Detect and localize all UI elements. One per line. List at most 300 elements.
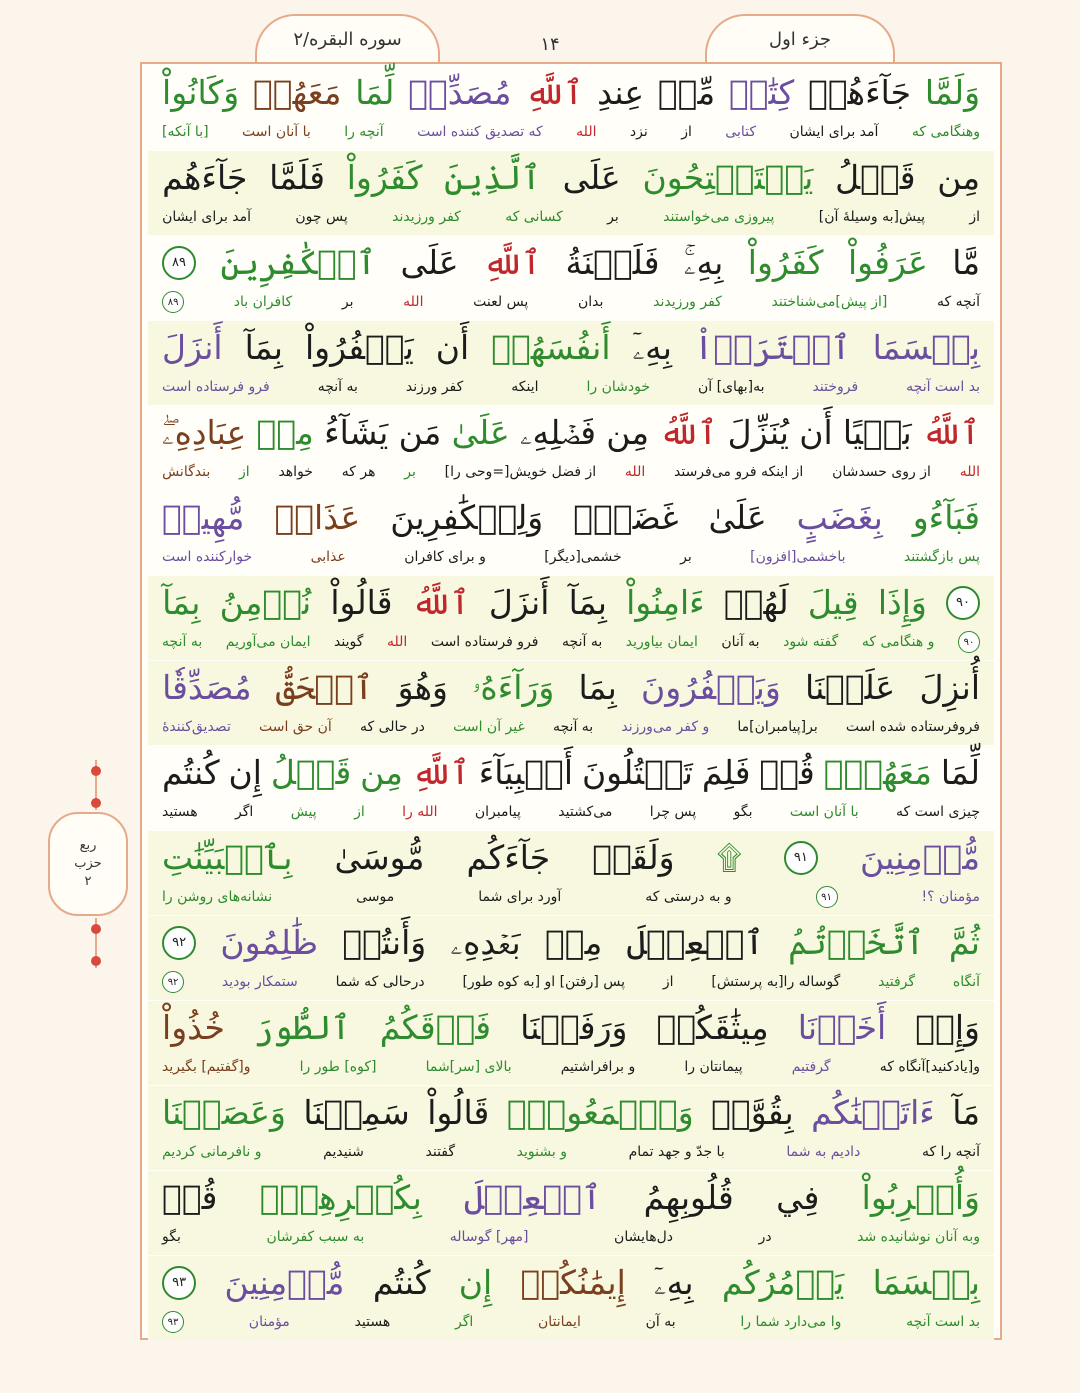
arabic-word: أُنزِلَ bbox=[919, 668, 980, 707]
arabic-word: أَخَذۡنَا bbox=[797, 1008, 887, 1047]
arabic-word: قَالُواْ bbox=[330, 583, 393, 622]
arabic-word: يَسۡتَفۡتِحُونَ bbox=[642, 158, 814, 197]
translation-word: اگر bbox=[454, 1314, 474, 1330]
arabic-word: وَإِذۡ bbox=[915, 1008, 980, 1047]
margin-dot bbox=[91, 956, 101, 966]
arabic-word: يَشَآءُ bbox=[324, 413, 389, 452]
arabic-word: مِن bbox=[606, 413, 650, 452]
arabic-line bbox=[148, 918, 994, 968]
translation-word: به آنچه bbox=[553, 719, 594, 735]
persian-translation-line bbox=[148, 883, 994, 911]
translation-word: به آنچه bbox=[162, 634, 203, 650]
translation-word: با آنان است bbox=[242, 124, 311, 140]
arabic-word: قُلۡ bbox=[759, 753, 815, 792]
translation-word: آورد برای شما bbox=[478, 889, 562, 905]
translation-word: پیش bbox=[290, 804, 317, 820]
arabic-word: بِمَا bbox=[578, 668, 617, 707]
arabic-line bbox=[148, 493, 994, 543]
arabic-word: أَنزَلَ bbox=[162, 328, 223, 367]
arabic-word: بِمَآ bbox=[568, 583, 607, 622]
verse-line bbox=[148, 916, 994, 1000]
translation-word: پیروزی می‌خواستند bbox=[663, 209, 775, 225]
arabic-word: بِمَآ bbox=[244, 328, 283, 367]
arabic-word: مُّؤۡمِنِينَ bbox=[860, 838, 980, 877]
translation-word: الله bbox=[386, 634, 408, 650]
translation-word: تصدیق‌کنندهٔ bbox=[162, 719, 231, 735]
arabic-word: عَلَىٰ bbox=[451, 413, 510, 452]
arabic-word: مَآ bbox=[952, 1093, 980, 1132]
translation-word: گویند bbox=[334, 634, 364, 650]
arabic-word: وَلِلۡكَٰفِرِينَ bbox=[390, 498, 544, 537]
arabic-word: فَبَآءُو bbox=[912, 498, 980, 537]
translation-word: الله bbox=[576, 124, 597, 140]
verse-line bbox=[148, 151, 994, 235]
translation-word: بد است آنچه bbox=[906, 379, 980, 395]
translation-word: از bbox=[239, 464, 250, 480]
ayah-number-marker-small: ۸۹ bbox=[162, 291, 184, 313]
arabic-word: ٱلطُّورَ bbox=[253, 1008, 351, 1047]
verse-line bbox=[148, 406, 994, 490]
arabic-word: قَبۡلُ bbox=[270, 753, 352, 792]
arabic-word: نُؤۡمِنُ bbox=[219, 583, 312, 622]
translation-word: الله bbox=[624, 464, 646, 480]
translation-word: هر که bbox=[341, 464, 376, 480]
arabic-line bbox=[148, 1088, 994, 1138]
ayah-number-marker-small: ۹۰ bbox=[958, 631, 980, 653]
persian-translation-line bbox=[148, 713, 994, 741]
arabic-word: أَن bbox=[435, 328, 470, 367]
translation-word: [از پیش]می‌شناختند bbox=[771, 294, 888, 310]
arabic-word: إِن bbox=[458, 1263, 493, 1302]
translation-word: کفر ورزیدند bbox=[392, 209, 461, 225]
translation-word: وهنگامی که bbox=[911, 124, 980, 140]
translation-word: هستید bbox=[354, 1314, 391, 1330]
arabic-word: وَعَصَيۡنَا bbox=[162, 1093, 286, 1132]
arabic-word: وَلَقَدۡ bbox=[592, 838, 675, 877]
translation-word: الله bbox=[403, 294, 424, 310]
translation-word: آمد برای ایشان bbox=[789, 124, 879, 140]
translation-word: پس چرا bbox=[649, 804, 697, 820]
translation-word: کفر ورزیدند bbox=[653, 294, 722, 310]
translation-word: بر bbox=[341, 294, 354, 310]
translation-word: بندگانش bbox=[162, 464, 211, 480]
translation-word: به آنچه bbox=[317, 379, 358, 395]
translation-word: مؤمنان ؟! bbox=[921, 889, 980, 905]
arabic-word: خُذُواْ bbox=[162, 1008, 225, 1047]
arabic-word: لَهُمۡ bbox=[723, 583, 789, 622]
arabic-word: عَلَيۡنَا bbox=[805, 668, 896, 707]
verse-line bbox=[148, 1001, 994, 1085]
arabic-word: فَضۡلِهِۦ bbox=[520, 413, 597, 452]
translation-word: از روی حسدشان bbox=[832, 464, 931, 480]
arabic-word: عَرَفُواْ bbox=[847, 243, 928, 282]
arabic-word: لِّمَا bbox=[355, 73, 395, 112]
translation-word: گرفتید bbox=[878, 974, 916, 990]
verse-line bbox=[148, 746, 994, 830]
arabic-word: يَأۡمُرُكُم bbox=[721, 1263, 845, 1302]
ayah-number-marker: ۹۱ bbox=[784, 841, 818, 875]
ayah-number-marker-small: ۹۲ bbox=[162, 971, 184, 993]
arabic-word: مَن bbox=[398, 413, 442, 452]
translation-word: خوارکننده است bbox=[162, 549, 253, 565]
persian-translation-line bbox=[148, 1223, 994, 1251]
verse-line bbox=[148, 1171, 994, 1255]
ayah-number-marker: ۹۰ bbox=[946, 586, 980, 620]
translation-word: دل‌هایشان bbox=[614, 1229, 674, 1245]
persian-translation-line bbox=[148, 968, 994, 996]
translation-word: پس بازگشتند bbox=[903, 549, 980, 565]
arabic-word: عَذَابٞ bbox=[274, 498, 361, 537]
translation-word: آنگاه bbox=[952, 974, 980, 990]
translation-word: و بشنوید bbox=[516, 1144, 567, 1160]
arabic-line bbox=[148, 408, 994, 458]
arabic-word: ٱتَّخَذۡتُمُ bbox=[788, 923, 925, 962]
translation-word: پس لعنت bbox=[473, 294, 529, 310]
arabic-word: ٱلۡعِجۡلَ bbox=[464, 1178, 602, 1217]
translation-word: ایمان بیاورید bbox=[625, 634, 698, 650]
translation-word: فروختند bbox=[812, 379, 859, 395]
translation-word: دادیم به شما bbox=[786, 1144, 861, 1160]
translation-word: از bbox=[681, 124, 692, 140]
arabic-word: مِّنۡ bbox=[657, 73, 716, 112]
arabic-word: كَفَرُواْ bbox=[747, 243, 824, 282]
persian-translation-line bbox=[148, 1138, 994, 1166]
arabic-word: مُّهِينٞ bbox=[162, 498, 245, 537]
translation-word: وا می‌دارد شما را bbox=[740, 1314, 842, 1330]
translation-word: در حالی که bbox=[360, 719, 425, 735]
arabic-word: ٱلۡعِجۡلَ bbox=[626, 923, 764, 962]
arabic-word: كُنتُم bbox=[372, 1263, 431, 1302]
arabic-word: ٱلۡحَقُّ bbox=[275, 668, 374, 707]
arabic-word: مَّا bbox=[952, 243, 980, 282]
translation-word: کتابی bbox=[725, 124, 757, 140]
translation-word: و نافرمانی کردیم bbox=[162, 1144, 262, 1160]
arabic-line bbox=[148, 238, 994, 288]
arabic-word: بِقُوَّةٖ bbox=[711, 1093, 794, 1132]
translation-word: پیش[به وسیلهٔ آن] bbox=[818, 209, 925, 225]
margin-dot bbox=[91, 798, 101, 808]
arabic-word: ٱشۡتَرَوۡاْ bbox=[694, 328, 851, 367]
surah-header bbox=[255, 14, 440, 62]
arabic-word: بِكُفۡرِهِمۡۚ bbox=[259, 1178, 422, 1217]
translation-word: درحالی که شما bbox=[335, 974, 425, 990]
arabic-word: قِيلَ bbox=[807, 583, 859, 622]
ayah-number-marker: ۸۹ bbox=[162, 246, 196, 280]
translation-word: الله bbox=[959, 464, 980, 480]
translation-word: ایمان می‌آوریم bbox=[225, 634, 311, 650]
translation-word: و برای کافران bbox=[404, 549, 486, 565]
arabic-word: كَفَرُواْ bbox=[346, 158, 423, 197]
verse-line bbox=[148, 321, 994, 405]
translation-word: آنچه که bbox=[937, 294, 980, 310]
translation-word: با آنان است bbox=[789, 804, 859, 820]
ayah-number-marker-small: ۹۳ bbox=[162, 1311, 184, 1333]
arabic-word: عَلَى bbox=[562, 158, 621, 197]
translation-word: بگو bbox=[733, 804, 753, 820]
hizb-label-hizb: حزب bbox=[74, 856, 102, 871]
translation-word: و هنگامی که bbox=[861, 634, 935, 650]
translation-word: بد است آنچه bbox=[906, 1314, 980, 1330]
translation-word: به[بهای] آن bbox=[698, 379, 765, 395]
arabic-word: عَلَىٰ bbox=[708, 498, 767, 537]
arabic-word: وَهُوَ bbox=[397, 668, 448, 707]
verse-line bbox=[148, 831, 994, 915]
translation-word: به آنچه bbox=[562, 634, 603, 650]
arabic-word: إِيمَٰنُكُمۡ bbox=[520, 1263, 626, 1302]
translation-word: خودشان را bbox=[586, 379, 651, 395]
arabic-word: كُنتُم bbox=[162, 753, 220, 792]
translation-word: به سبب کفرشان bbox=[266, 1229, 365, 1245]
translation-word: بر bbox=[680, 549, 692, 565]
arabic-word: ٱللَّهُ bbox=[659, 413, 718, 452]
arabic-word: لِّمَا bbox=[940, 753, 980, 792]
translation-word: خشمی[دیگر] bbox=[544, 549, 622, 565]
translation-word: اگر bbox=[235, 804, 254, 820]
arabic-word: مِنۡ bbox=[256, 413, 314, 452]
arabic-word: وَكَانُواْ bbox=[162, 73, 240, 112]
translation-word: موسی bbox=[356, 889, 395, 905]
arabic-word: جَآءَهُمۡ bbox=[808, 73, 912, 112]
translation-word: گفته شود bbox=[783, 634, 839, 650]
persian-translation-line bbox=[148, 458, 994, 486]
translation-word: با جدّ و جهد تمام bbox=[628, 1144, 725, 1160]
arabic-word: بَعۡدِهِۦ bbox=[450, 923, 521, 962]
arabic-word: جَآءَهُم bbox=[162, 158, 248, 197]
translation-word: و به درستی که bbox=[645, 889, 732, 905]
persian-translation-line bbox=[148, 373, 994, 401]
translation-word: آنچه را bbox=[344, 124, 384, 140]
arabic-line bbox=[148, 748, 994, 798]
arabic-word: بِهِۦۚ bbox=[683, 243, 724, 282]
arabic-word: إِن bbox=[228, 753, 262, 792]
arabic-line bbox=[148, 578, 994, 628]
translation-word: که تصدیق کننده است bbox=[417, 124, 543, 140]
translation-word: آمد برای ایشان bbox=[162, 209, 252, 225]
translation-word: الله را bbox=[402, 804, 438, 820]
arabic-word: بَغۡيًا bbox=[842, 413, 912, 452]
arabic-word: وَأَنتُمۡ bbox=[342, 923, 427, 962]
arabic-word: يَكۡفُرُواْ bbox=[304, 328, 414, 367]
arabic-word: ٱللَّهِ bbox=[483, 243, 542, 282]
ayah-number-marker: ۹۲ bbox=[162, 926, 196, 960]
arabic-word: بِئۡسَمَا bbox=[872, 1263, 980, 1302]
arabic-word: بِئۡسَمَا bbox=[872, 328, 980, 367]
arabic-word: مِن bbox=[360, 753, 403, 792]
arabic-word: وَلَمَّا bbox=[924, 73, 980, 112]
arabic-word: وَأُشۡرِبُواْ bbox=[861, 1178, 980, 1217]
translation-word: بالای [سر]شما bbox=[425, 1059, 512, 1075]
arabic-word: ءَامِنُواْ bbox=[626, 583, 705, 622]
arabic-word: بِٱلۡبَيِّنَٰتِ bbox=[162, 838, 293, 877]
translation-word: بگو bbox=[162, 1229, 181, 1245]
arabic-word: ثُمَّ bbox=[948, 923, 980, 962]
translation-word: ایمانتان bbox=[538, 1314, 581, 1330]
verse-line bbox=[148, 576, 994, 660]
verse-line bbox=[148, 66, 994, 150]
translation-word: پس چون bbox=[295, 209, 348, 225]
arabic-word: قُلُوبِهِمُ bbox=[643, 1178, 734, 1217]
arabic-word: ٱللَّهُ bbox=[921, 413, 980, 452]
arabic-word: مِن bbox=[937, 158, 980, 197]
translation-word: از اینکه فرو می‌فرستد bbox=[674, 464, 804, 480]
margin-dot bbox=[91, 924, 101, 934]
arabic-line bbox=[148, 663, 994, 713]
verse-line bbox=[148, 1086, 994, 1170]
arabic-word: تَقۡتُلُونَ bbox=[581, 753, 693, 792]
translation-word: بر bbox=[607, 209, 619, 225]
translation-word: فرو فرستاده است bbox=[430, 634, 539, 650]
translation-word: گرفتیم bbox=[791, 1059, 831, 1075]
translation-word: به آن bbox=[645, 1314, 676, 1330]
translation-word: و[گفتیم] بگیرید bbox=[162, 1059, 251, 1075]
translation-word: و[یادکنید]آنگاه که bbox=[879, 1059, 980, 1075]
arabic-word: مُّؤۡمِنِينَ bbox=[224, 1263, 345, 1302]
arabic-line bbox=[148, 833, 994, 883]
translation-word: هستید bbox=[162, 804, 198, 820]
translation-word: فرو فرستاده است bbox=[162, 379, 270, 395]
translation-word: و برافراشتیم bbox=[560, 1059, 636, 1075]
arabic-word: مِيثَٰقَكُمۡ bbox=[656, 1008, 769, 1047]
translation-word: گوساله را[به پرستش] bbox=[711, 974, 841, 990]
translation-word: نشانه‌های روشن را bbox=[162, 889, 273, 905]
translation-word: می‌کشتید bbox=[558, 804, 613, 820]
translation-word: پیامبران bbox=[474, 804, 521, 820]
arabic-word: بِهِۦٓ bbox=[632, 328, 672, 367]
arabic-word: وَإِذَا bbox=[877, 583, 927, 622]
arabic-word: عِبَادِهِۦۖ bbox=[162, 413, 247, 452]
persian-translation-line bbox=[148, 288, 994, 316]
arabic-word: فِي bbox=[776, 1178, 820, 1217]
translation-word: از فضل خویش[=وحی را] bbox=[444, 464, 597, 480]
arabic-line bbox=[148, 1003, 994, 1053]
translation-word: آنچه را که bbox=[921, 1144, 980, 1160]
translation-word: [با آنکه] bbox=[162, 124, 209, 140]
arabic-word: سَمِعۡنَا bbox=[303, 1093, 410, 1132]
arabic-word: ٱللَّهُ bbox=[411, 583, 470, 622]
arabic-word: جَآءَكُم bbox=[466, 838, 551, 877]
translation-word: کفر ورزند bbox=[405, 379, 464, 395]
arabic-word: أَن bbox=[799, 413, 833, 452]
translation-word: نزد bbox=[629, 124, 648, 140]
arabic-word: مِنۢ bbox=[544, 923, 603, 962]
translation-word: چیزی است که bbox=[896, 804, 980, 820]
arabic-line bbox=[148, 68, 994, 118]
translation-word: شنیدیم bbox=[323, 1144, 364, 1160]
arabic-word: عَلَى bbox=[400, 243, 459, 282]
arabic-word: مَعَهُمۡ bbox=[252, 73, 342, 112]
translation-word: به آنان bbox=[721, 634, 760, 650]
arabic-line bbox=[148, 1173, 994, 1223]
arabic-word: قَبۡلُ bbox=[835, 158, 916, 197]
arabic-word: بِغَضَبٍ bbox=[796, 498, 883, 537]
persian-translation-line bbox=[148, 798, 994, 826]
translation-word: فروفرستاده شده است bbox=[845, 719, 980, 735]
translation-word: آن حق است bbox=[259, 719, 332, 735]
translation-word: [کوه] طور را bbox=[299, 1059, 377, 1075]
arabic-word: مُصَدِّقٞ bbox=[408, 73, 512, 112]
arabic-word: وَرَفَعۡنَا bbox=[520, 1008, 628, 1047]
translation-word: کافران باد bbox=[233, 294, 293, 310]
arabic-word: وَرَآءَهُۥ bbox=[472, 668, 555, 707]
translation-word: اینکه bbox=[511, 379, 539, 395]
arabic-word: عِندِ bbox=[597, 73, 645, 112]
page-number: ۱۴ bbox=[540, 34, 560, 55]
translation-word: خواهد bbox=[278, 464, 313, 480]
arabic-word: بِهِۦٓ bbox=[654, 1263, 694, 1302]
arabic-word: ءَاتَيۡنَٰكُم bbox=[811, 1093, 935, 1132]
arabic-line bbox=[148, 153, 994, 203]
arabic-word: ٱللَّهِ bbox=[411, 753, 470, 792]
verse-line bbox=[148, 1256, 994, 1340]
translation-word: عذابی bbox=[310, 549, 346, 565]
ayah-number-marker: ۹۳ bbox=[162, 1266, 196, 1300]
arabic-word: قَالُواْ bbox=[427, 1093, 490, 1132]
arabic-word: فَلَمَّا bbox=[269, 158, 325, 197]
translation-word: [مهر] گوساله bbox=[449, 1229, 529, 1245]
arabic-word: فَلِمَ bbox=[701, 753, 751, 792]
margin-dot bbox=[91, 766, 101, 776]
translation-word: پس [رفتن] او [به کوه طور] bbox=[462, 974, 626, 990]
translation-word: پیمانتان را bbox=[684, 1059, 743, 1075]
translation-word: گفتند bbox=[425, 1144, 456, 1160]
hizb-quarter-marker bbox=[48, 812, 128, 916]
persian-translation-line bbox=[148, 118, 994, 146]
arabic-line bbox=[148, 1258, 994, 1308]
translation-word: از bbox=[662, 974, 674, 990]
arabic-word: أَنفُسَهُمۡ bbox=[491, 328, 611, 367]
arabic-word: يُنَزِّلَ bbox=[727, 413, 789, 452]
arabic-line bbox=[148, 323, 994, 373]
arabic-word: ٱلۡكَٰفِرِينَ bbox=[220, 243, 377, 282]
translation-word: و کفر می‌ورزند bbox=[621, 719, 710, 735]
persian-translation-line bbox=[148, 1053, 994, 1081]
arabic-word: ٱلَّذِينَ bbox=[444, 158, 541, 197]
arabic-word: ٱللَّهِ bbox=[525, 73, 584, 112]
verse-line bbox=[148, 236, 994, 320]
hizb-number: ۲ bbox=[84, 874, 92, 889]
translation-word: باخشمی[افزون] bbox=[750, 549, 846, 565]
persian-translation-line bbox=[148, 203, 994, 231]
translation-word: مؤمنان bbox=[248, 1314, 290, 1330]
translation-word: غیر آن است bbox=[453, 719, 525, 735]
translation-word: از bbox=[969, 209, 980, 225]
translation-word: وبه آنان نوشانیده شد bbox=[857, 1229, 980, 1245]
arabic-word: مُصَدِّقٗا bbox=[162, 668, 252, 707]
persian-translation-line bbox=[148, 543, 994, 571]
translation-word: بدان bbox=[578, 294, 604, 310]
arabic-word: أَنۢبِيَآءَ bbox=[478, 753, 574, 792]
arabic-word: فَوۡقَكُمُ bbox=[379, 1008, 492, 1047]
arabic-word: أَنزَلَ bbox=[488, 583, 550, 622]
arabic-word: فَلَعۡنَةُ bbox=[565, 243, 660, 282]
translation-word: در bbox=[758, 1229, 772, 1245]
translation-word: بر bbox=[404, 464, 416, 480]
translation-word: بر[پیامبران]ما bbox=[737, 719, 818, 735]
arabic-word: مَعَهُمۡۗ bbox=[823, 753, 932, 792]
arabic-word: مُّوسَىٰ bbox=[334, 838, 425, 877]
arabic-word: بِمَآ bbox=[162, 583, 201, 622]
arabic-word: غَضَبٖۚ bbox=[573, 498, 679, 537]
hizb-label-quarter: ربع bbox=[79, 838, 97, 853]
juz-header bbox=[705, 14, 895, 62]
translation-word: کسانی که bbox=[505, 209, 563, 225]
verse-line bbox=[148, 491, 994, 575]
arabic-word: قُلۡ bbox=[162, 1178, 218, 1217]
persian-translation-line bbox=[148, 1308, 994, 1336]
verse-line bbox=[148, 661, 994, 745]
juz-title: جزء اول bbox=[768, 28, 831, 50]
arabic-word: وَٱسۡمَعُواْۖ bbox=[506, 1093, 694, 1132]
